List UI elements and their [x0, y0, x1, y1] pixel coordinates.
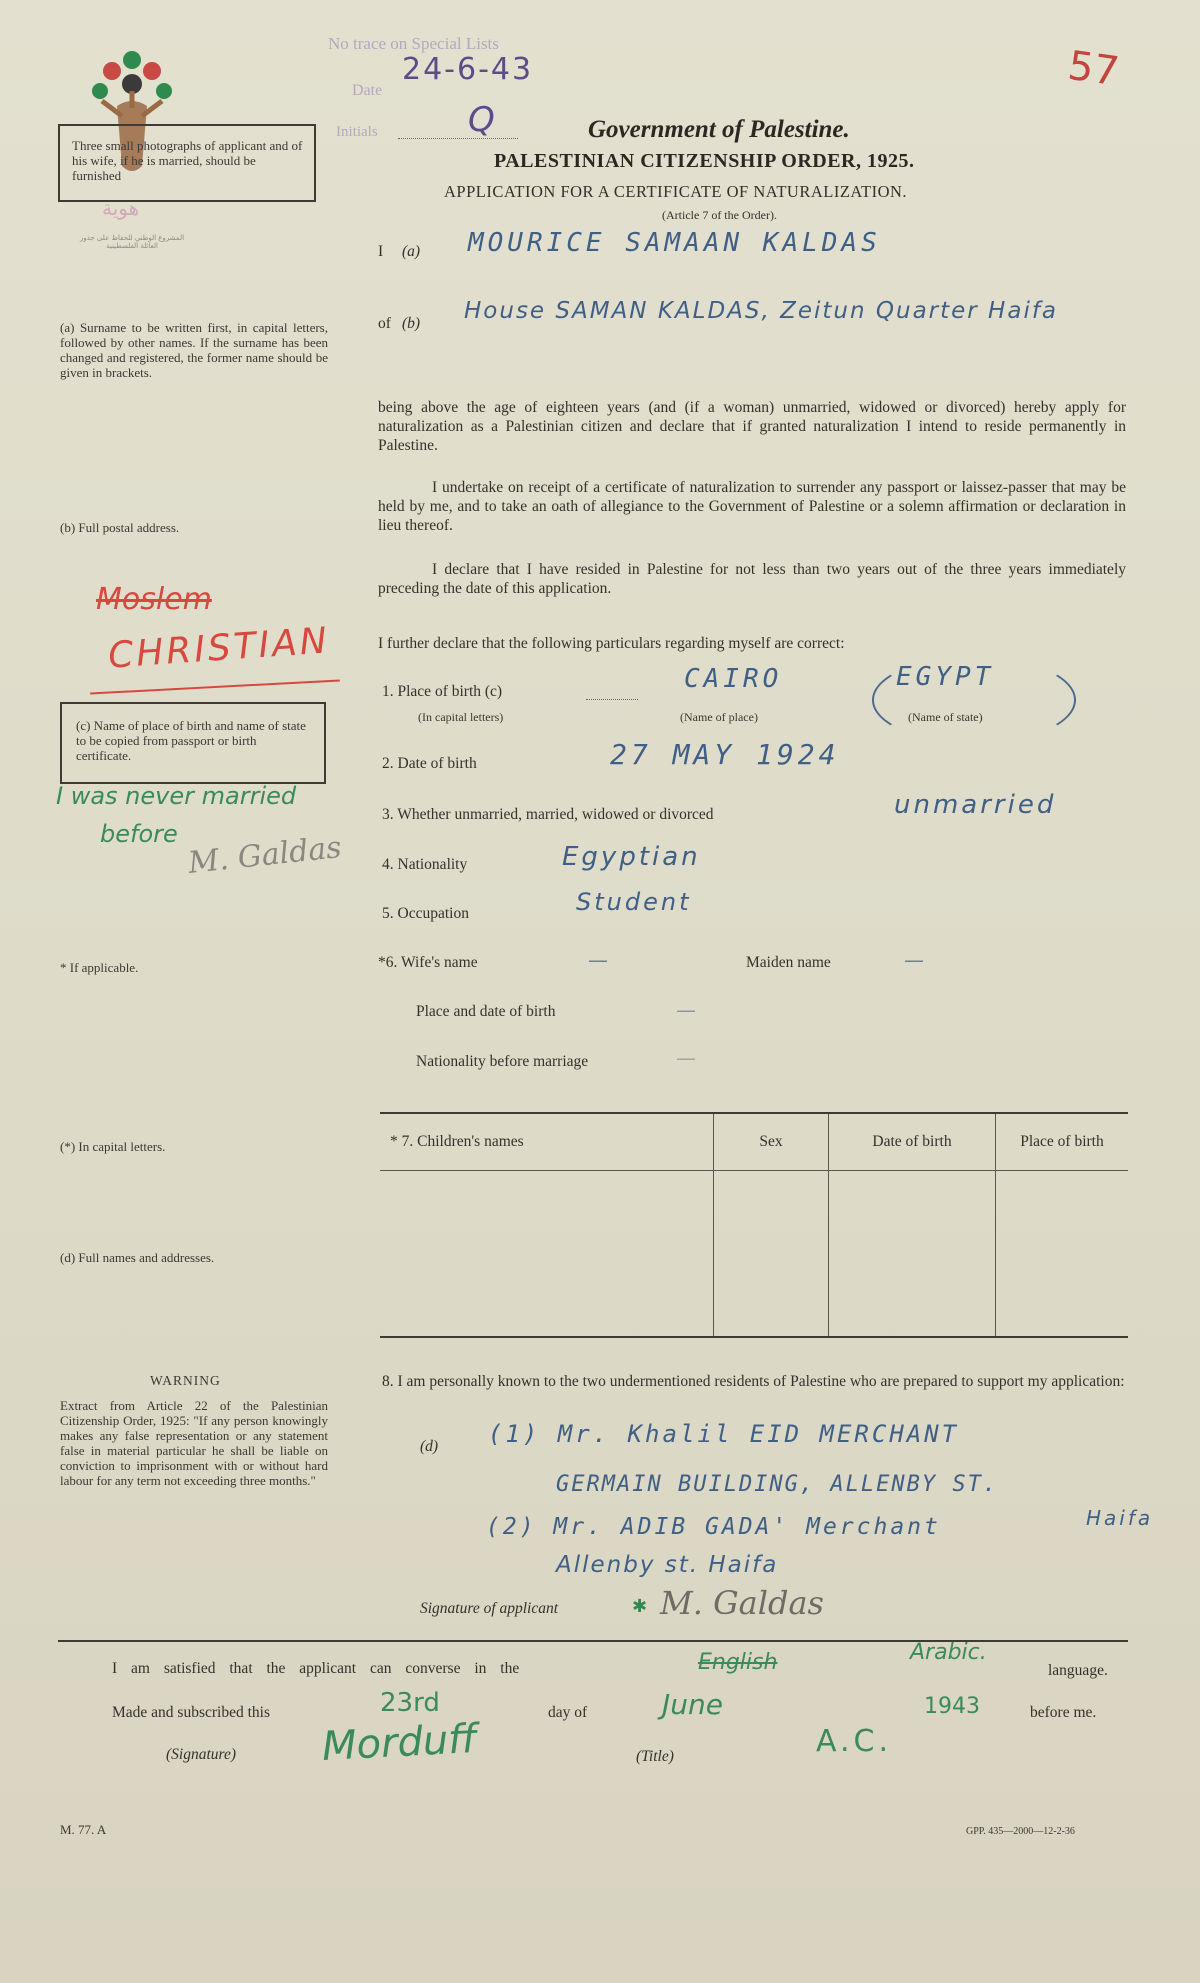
- religion-struck: [96, 582, 212, 617]
- stamp-date-value: 24-6-43: [402, 52, 534, 87]
- officer-title-label: (Title): [636, 1748, 674, 1765]
- paragraph-1: being above the age of eighteen years (and (if a woman) unmarried, widowed or divorced) hereby apply for naturalization as a Palestinian citizen and declare that if granted naturalization I intend to reside permanently in Palestine.: [378, 399, 1126, 454]
- language-value: Arabic.: [910, 1640, 987, 1665]
- government-title: Government of Palestine.: [588, 116, 850, 143]
- never-married-note: I was never married: [56, 782, 297, 810]
- children-header-pob: Place of birth: [996, 1114, 1129, 1170]
- p1-dots: [586, 699, 638, 700]
- side-note-b: (b) Full postal address.: [60, 520, 180, 535]
- print-reference: GPP. 435—2000—12-2-36: [966, 1826, 1075, 1837]
- satisfied-text: I am satisfied that the applicant can converse in the: [112, 1660, 520, 1677]
- stamp-initials-dots: [398, 138, 518, 139]
- language-struck: [698, 1650, 777, 1675]
- language-struck-text: English: [698, 1650, 778, 1675]
- applicant-name: MOURICE SAMAAN KALDAS: [468, 228, 881, 258]
- children-header-names: * 7. Children's names: [390, 1132, 524, 1150]
- a-marker: (a): [402, 243, 421, 260]
- applicant-signature-label: Signature of applicant: [420, 1600, 559, 1617]
- referees-intro: 8. I am personally known to the two undermentioned residents of Palestine who are prepared to support my application:: [382, 1373, 1125, 1390]
- children-cell: [380, 1170, 714, 1336]
- paragraph-4: I further declare that the following particulars regarding myself are correct:: [378, 635, 845, 652]
- children-header-sex: Sex: [714, 1114, 829, 1170]
- month-value: June: [662, 1688, 723, 1721]
- children-table-header: [380, 1114, 1128, 1170]
- officer-signature-label: (Signature): [166, 1746, 237, 1763]
- children-header-dob: Date of birth: [829, 1114, 996, 1170]
- paragraph-2: I undertake on receipt of a certificate of naturalization to surrender any passport or laissez-passer that may be held by me, and to take an oath of allegiance to the Government of Palestine or a solemn affirmation or declaration in lieu thereof.: [378, 479, 1126, 534]
- children-table: [380, 1112, 1128, 1338]
- children-table-row: [380, 1170, 1128, 1336]
- side-note-capital-letters: (*) In capital letters.: [60, 1139, 166, 1154]
- p1-state-value: EGYPT: [896, 662, 995, 692]
- paragraph-3: I declare that I have resided in Palestine for not less than two years out of the three years immediately preceding the date of this application.: [378, 561, 1126, 597]
- children-cell: [714, 1170, 829, 1336]
- p4-label: 4. Nationality: [382, 856, 468, 873]
- order-title: PALESTINIAN CITIZENSHIP ORDER, 1925.: [494, 150, 915, 172]
- article-note: (Article 7 of the Order).: [662, 208, 777, 222]
- p1-place-sub: (Name of place): [680, 710, 758, 724]
- warning-title: WARNING: [150, 1373, 221, 1388]
- watermark-subtitle: المشروع الوطني للحفاظ على جذور العائلة الفلسطينية: [79, 234, 185, 250]
- applicant-address: House SAMAN KALDAS, Zeitun Quarter Haifa: [464, 298, 1059, 324]
- referee-line-3: (2) Mr. ADIB GADA' Merchant: [486, 1514, 941, 1540]
- p2-value: 27 MAY 1924: [610, 738, 840, 771]
- day-value: 23rd: [380, 1688, 440, 1718]
- watermark-title: هوية: [102, 196, 140, 220]
- p3-label: 3. Whether unmarried, married, widowed or divorced: [382, 806, 714, 823]
- applicant-signature-marker: ✱: [632, 1596, 648, 1617]
- form-number: M. 77. A: [60, 1822, 107, 1837]
- side-note-d: (d) Full names and addresses.: [60, 1250, 215, 1265]
- side-note-c: (c) Name of place of birth and name of state to be copied from passport or birth certificate.: [76, 718, 306, 763]
- children-table-grid: [380, 1114, 1128, 1336]
- p5-label: 5. Occupation: [382, 905, 469, 922]
- referee-line-1: (1) Mr. Khalil EID MERCHANT: [488, 1420, 960, 1448]
- applicant-signature-value: M. Galdas: [660, 1584, 824, 1622]
- d-marker: (d): [420, 1438, 439, 1455]
- referee-line-2: GERMAIN BUILDING, ALLENBY ST.: [556, 1472, 999, 1497]
- stamp-initials-value: Q: [468, 100, 495, 140]
- p1-place-value: CAIRO: [684, 664, 783, 694]
- p2-label: 2. Date of birth: [382, 755, 477, 772]
- place-date-label: Place and date of birth: [416, 1003, 556, 1020]
- p4-value: Egyptian: [562, 842, 701, 872]
- i-label: I: [378, 243, 384, 260]
- p1-label: 1. Place of birth (c): [382, 683, 503, 700]
- made-text: Made and subscribed this: [112, 1704, 270, 1721]
- religion-underline: [90, 679, 340, 694]
- photo-instructions-text: Three small photographs of applicant and of his wife, if he is married, should be furnished: [72, 138, 303, 183]
- day-of-text: day of: [548, 1704, 588, 1721]
- side-note-if-applicable: * If applicable.: [60, 960, 139, 975]
- religion-value: CHRISTIAN: [106, 620, 332, 677]
- referee-line-4: Allenby st. Haifa: [556, 1552, 779, 1578]
- nationality-before-label: Nationality before marriage: [416, 1053, 589, 1070]
- birth-note-box: [60, 702, 326, 784]
- warning-text: Extract from Article 22 of the Palestinian Citizenship Order, 1925: "If any person knowingly makes any false representation or any statement false in material particular he shall be liable on conviction to imprisonment with or without hard labour for any term not exceeding three months.": [60, 1398, 328, 1488]
- p1-sub: (In capital letters): [418, 710, 504, 724]
- nationality-before-value: —: [676, 1046, 699, 1070]
- place-date-value: —: [676, 998, 699, 1022]
- b-marker: (b): [402, 315, 421, 332]
- religion-struck-text: Moslem: [96, 582, 212, 617]
- stamp-no-trace: No trace on Special Lists: [328, 34, 499, 53]
- never-married-signature: M. Galdas: [186, 830, 344, 881]
- children-cell: [996, 1170, 1129, 1336]
- corner-mark: 57: [1065, 42, 1122, 96]
- before-me-text: before me.: [1030, 1704, 1097, 1721]
- p6-value: —: [588, 948, 611, 972]
- officer-signature-value: Morduff: [320, 1715, 479, 1771]
- maiden-label: Maiden name: [746, 954, 831, 971]
- p6-label: *6. Wife's name: [378, 954, 478, 971]
- p1-state-sub: (Name of state): [908, 710, 983, 724]
- officer-title-value: A.C.: [816, 1724, 893, 1759]
- children-cell: [829, 1170, 996, 1336]
- p3-value: unmarried: [894, 790, 1057, 820]
- side-note-a: (a) Surname to be written first, in capital letters, followed by other names. If the surname has been changed and registered, the former name should be given in brackets.: [60, 320, 328, 380]
- referee-line-3-city: Haifa: [1086, 1506, 1154, 1530]
- of-label: of: [378, 315, 391, 332]
- language-word: language.: [1048, 1662, 1108, 1679]
- application-title: APPLICATION FOR A CERTIFICATE OF NATURALIZATION.: [444, 182, 908, 201]
- maiden-value: —: [904, 948, 927, 972]
- stamp-initials-label: Initials: [336, 124, 378, 140]
- stamp-date-label: Date: [352, 82, 383, 99]
- year-value: 1943: [924, 1694, 980, 1719]
- p5-value: Student: [576, 888, 692, 916]
- photo-instructions-box: [58, 124, 316, 202]
- never-married-note-2: before: [100, 820, 178, 848]
